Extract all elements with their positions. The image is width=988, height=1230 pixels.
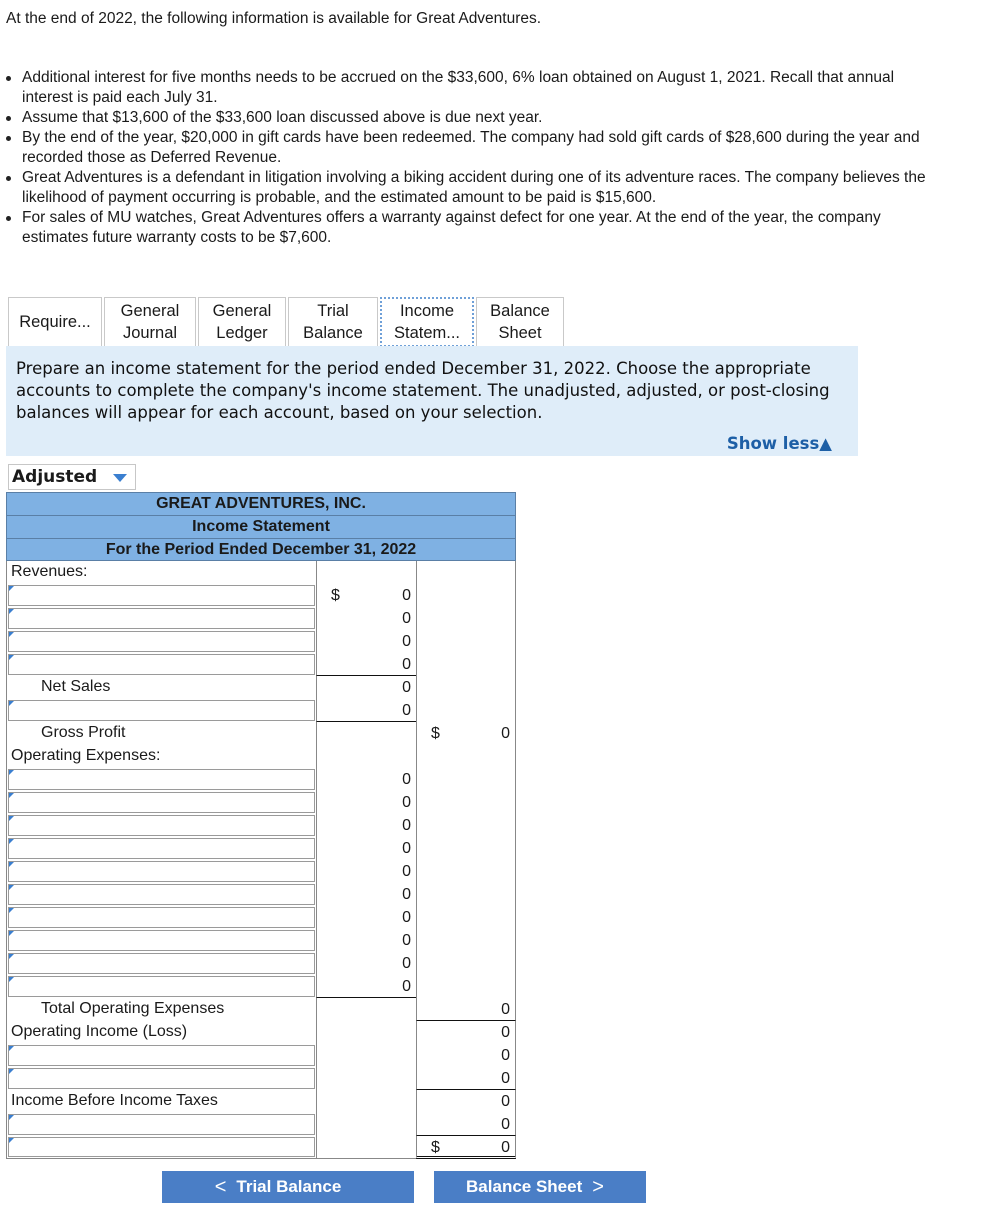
amount-value: 0 <box>501 1024 510 1041</box>
statement-period: For the Period Ended December 31, 2022 <box>6 538 516 561</box>
table-row <box>6 975 516 998</box>
amount-value: 0 <box>402 978 411 995</box>
list-item: Great Adventures is a defendant in litigation involving a biking accident during one of its adventure races. The company believes the likelihood of payment occurring is probable, and the estimated amount to be paid is $15,600. <box>0 168 940 208</box>
account-select[interactable] <box>8 815 315 836</box>
tab-balance-sheet[interactable]: Balance Sheet <box>476 297 564 347</box>
account-select[interactable] <box>8 953 315 974</box>
table-row <box>6 1113 516 1136</box>
table-row <box>6 791 516 814</box>
account-select[interactable] <box>8 1045 315 1066</box>
table-row <box>6 906 516 929</box>
account-select[interactable] <box>8 907 315 928</box>
table-row <box>6 584 516 607</box>
net-sales-label: Net Sales <box>6 676 316 699</box>
revenues-row <box>6 561 516 584</box>
operating-expenses-row <box>6 745 516 768</box>
total-operating-expenses-label: Total Operating Expenses <box>6 998 316 1021</box>
account-select[interactable] <box>8 1068 315 1089</box>
amount-value: 0 <box>402 886 411 903</box>
table-row <box>6 699 516 722</box>
amount-value: 0 <box>402 679 411 696</box>
instructions-text: Prepare an income statement for the period ended December 31, 2022. Choose the appropriate accounts to complete the company's income statement. The unadjusted, adjusted, or post-closing balances will appear for each account, based on your selection. <box>16 359 830 422</box>
currency-symbol: $ <box>431 725 440 742</box>
account-select[interactable] <box>8 792 315 813</box>
account-select[interactable] <box>8 585 315 606</box>
statement-title: Income Statement <box>6 515 516 538</box>
tab-trial-balance[interactable]: Trial Balance <box>288 297 378 347</box>
balance-type-select[interactable]: Adjusted <box>8 464 136 490</box>
table-row <box>6 929 516 952</box>
amount-value: 0 <box>501 725 510 742</box>
chevron-down-icon <box>113 474 127 482</box>
tab-general-ledger[interactable]: General Ledger <box>198 297 286 347</box>
next-balance-sheet-button[interactable]: Balance Sheet > <box>434 1171 646 1203</box>
amount-value: 0 <box>402 771 411 788</box>
table-row <box>6 768 516 791</box>
amount-value: 0 <box>402 932 411 949</box>
amount-value: 0 <box>402 794 411 811</box>
company-name: GREAT ADVENTURES, INC. <box>6 492 516 515</box>
intro-text: At the end of 2022, the following information is available for Great Adventures. <box>6 10 542 27</box>
income-before-taxes-label: Income Before Income Taxes <box>6 1090 316 1113</box>
triangle-up-icon: ▲ <box>819 434 832 453</box>
account-select[interactable] <box>8 976 315 997</box>
amount-value: 0 <box>402 955 411 972</box>
amount-value: 0 <box>402 610 411 627</box>
chevron-right-icon: > <box>592 1175 604 1198</box>
tab-income-statement[interactable]: Income Statem... <box>380 297 474 347</box>
info-list <box>0 68 940 248</box>
tab-general-journal[interactable]: General Journal <box>104 297 196 347</box>
amount-value: 0 <box>402 633 411 650</box>
instructions-panel <box>6 346 858 456</box>
gross-profit-label: Gross Profit <box>6 722 316 745</box>
account-select[interactable] <box>8 838 315 859</box>
amount-value: 0 <box>501 1047 510 1064</box>
table-row <box>6 837 516 860</box>
table-row <box>6 1067 516 1090</box>
account-select[interactable] <box>8 769 315 790</box>
account-select[interactable] <box>8 654 315 675</box>
amount-value: 0 <box>402 587 411 604</box>
list-item: Additional interest for five months needs to be accrued on the $33,600, 6% loan obtained on August 1, 2021. Recall that annual interest is paid each July 31. <box>0 68 940 108</box>
account-select[interactable] <box>8 608 315 629</box>
operating-income-label: Operating Income (Loss) <box>6 1021 316 1044</box>
list-item: By the end of the year, $20,000 in gift cards have been redeemed. The company had sold gift cards of $28,600 during the year and recorded those as Deferred Revenue. <box>0 128 940 168</box>
net-sales-row <box>6 676 516 699</box>
amount-value: 0 <box>402 656 411 673</box>
tab-requirements[interactable]: Require... <box>8 297 102 347</box>
table-row <box>6 860 516 883</box>
amount-value: 0 <box>402 863 411 880</box>
revenues-label: Revenues: <box>6 561 316 584</box>
account-select[interactable] <box>8 631 315 652</box>
list-item: For sales of MU watches, Great Adventures offers a warranty against defect for one year. At the end of the year, the company estimates future warranty costs to be $7,600. <box>0 208 940 248</box>
currency-symbol: $ <box>431 1139 440 1156</box>
amount-value: 0 <box>402 817 411 834</box>
total-operating-expenses-row <box>6 998 516 1021</box>
table-row <box>6 883 516 906</box>
gross-profit-row <box>6 722 516 745</box>
show-less-link[interactable]: Show less▲ <box>726 434 832 453</box>
amount-value: 0 <box>501 1070 510 1087</box>
income-before-taxes-row <box>6 1090 516 1113</box>
amount-value: 0 <box>402 702 411 719</box>
account-select[interactable] <box>8 1114 315 1135</box>
tab-bar <box>8 297 566 347</box>
account-select[interactable] <box>8 861 315 882</box>
account-select[interactable] <box>8 1137 315 1157</box>
table-row <box>6 1044 516 1067</box>
amount-value: 0 <box>402 840 411 857</box>
table-row <box>6 814 516 837</box>
operating-income-row <box>6 1021 516 1044</box>
table-row <box>6 607 516 630</box>
table-row <box>6 952 516 975</box>
list-item: Assume that $13,600 of the $33,600 loan discussed above is due next year. <box>0 108 940 128</box>
prev-trial-balance-button[interactable]: < Trial Balance <box>162 1171 414 1203</box>
account-select[interactable] <box>8 930 315 951</box>
amount-value: 0 <box>501 1139 510 1156</box>
operating-expenses-label: Operating Expenses: <box>6 745 316 768</box>
account-select[interactable] <box>8 884 315 905</box>
amount-value: 0 <box>501 1093 510 1110</box>
account-select[interactable] <box>8 700 315 721</box>
amount-value: 0 <box>402 909 411 926</box>
table-row <box>6 653 516 676</box>
currency-symbol: $ <box>331 587 340 604</box>
amount-value: 0 <box>501 1116 510 1133</box>
table-row <box>6 630 516 653</box>
income-statement-table <box>6 492 516 1159</box>
chevron-left-icon: < <box>214 1175 227 1198</box>
net-income-row <box>6 1136 516 1159</box>
amount-value: 0 <box>501 1001 510 1018</box>
